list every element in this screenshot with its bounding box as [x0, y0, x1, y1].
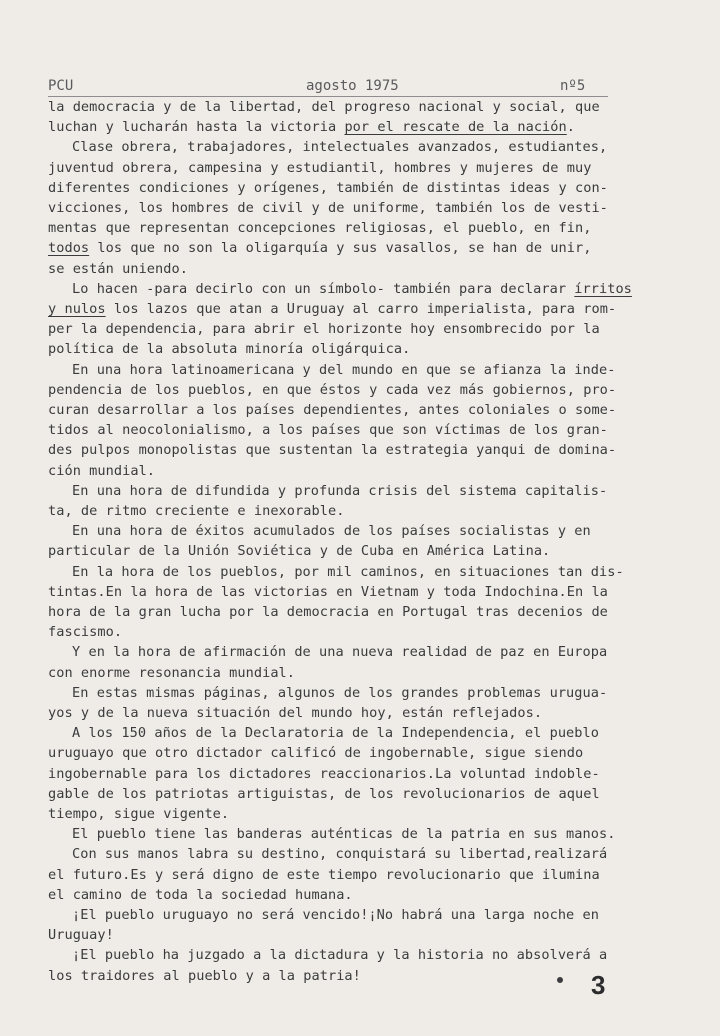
text-line — [48, 784, 600, 805]
text-run: Y en la hora de afirmación de una nueva realidad de paz en Europa — [72, 644, 608, 661]
text-run: En una hora de éxitos acumulados de los países socialistas y en — [72, 523, 591, 540]
underlined-text: todos — [48, 240, 90, 257]
text-run: Uruguay! — [48, 927, 114, 944]
text-line — [48, 602, 608, 623]
underlined-text: por el rescate de la nación — [344, 119, 567, 136]
text-line — [48, 218, 591, 239]
text-run: diferentes condiciones y orígenes, también de distintas ideas y con- — [48, 179, 608, 196]
text-line — [72, 137, 607, 158]
text-line — [48, 158, 591, 179]
text-run: se están uniendo. — [48, 260, 188, 277]
text-run: vicciones, los hombres de civil y de uniforme, también los de vesti- — [48, 200, 608, 216]
text-run: yos y de la nueva situación del mundo hoy, están reflejados. — [48, 705, 543, 721]
text-line — [48, 440, 616, 461]
text-line — [48, 925, 114, 946]
text-run: . — [566, 119, 575, 136]
text-run: el futuro.Es y será digno de este tiempo revolucionario que ilumina — [48, 866, 600, 883]
text-run: Lo hacen -para decirlo con un símbolo- también para declarar — [72, 280, 575, 297]
text-run: gable de los patriotas artiguistas, de los revolucionarios de aquel — [48, 785, 600, 802]
text-line — [48, 663, 295, 684]
page-number: 3 — [591, 970, 606, 1000]
text-run: luchan y lucharán hasta la victoria — [48, 119, 345, 136]
text-run: fascismo. — [48, 624, 123, 641]
text-run: En estas mismas páginas, algunos de los grandes problemas urugua- — [72, 684, 608, 701]
text-line — [72, 521, 591, 542]
text-line — [48, 582, 608, 603]
text-run: ta, de ritmo creciente e inexorable. — [48, 503, 345, 519]
text-run: ¡El pueblo ha juzgado a la dictadura y la historia no absolverá a — [72, 947, 608, 964]
text-run: tintas.En la hora de las victorias en Vietnam y toda Indochina.En la — [48, 583, 608, 600]
text-line — [72, 683, 607, 704]
text-line — [48, 238, 591, 259]
underlined-text: y nulos — [48, 301, 106, 317]
text-line — [72, 360, 615, 381]
text-line — [48, 703, 542, 724]
text-line — [48, 501, 344, 522]
text-line — [48, 259, 188, 280]
text-line — [72, 562, 624, 583]
text-line — [72, 642, 607, 663]
text-line — [48, 420, 608, 441]
text-line — [48, 541, 550, 562]
text-line — [48, 299, 616, 320]
text-line — [48, 400, 616, 421]
text-line — [48, 622, 122, 643]
text-run: En una hora latinoamericana y del mundo en que se afianza la inde- — [72, 361, 616, 378]
text-run: particular de la Unión Soviética y de Cuba en América Latina. — [48, 543, 551, 560]
text-line — [72, 481, 607, 502]
bullet-mark — [557, 977, 563, 983]
text-run: En una hora de difundida y profunda crisis del sistema capitalis- — [72, 482, 608, 499]
header-date: agosto 1975 — [306, 78, 399, 94]
text-run: tiempo, sigue vigente. — [48, 806, 230, 822]
text-line — [48, 966, 361, 987]
text-line — [72, 279, 632, 300]
text-run: En la hora de los pueblos, por mil caminos, en situaciones tan dis- — [72, 563, 624, 580]
text-line — [72, 824, 615, 845]
text-run: la democracia y de la libertad, del progreso nacional y social, que — [48, 99, 600, 115]
text-run: política de la absoluta minoría oligárquica. — [48, 341, 411, 358]
text-line — [48, 743, 583, 764]
text-line — [48, 461, 155, 482]
text-run: los que no son la oligarquía y sus vasallos, se han de unir, — [89, 240, 592, 257]
running-header — [48, 78, 608, 98]
text-line — [48, 117, 575, 138]
header-issue-number: nº5 — [560, 78, 586, 94]
text-run: tidos al neocolonialismo, a los países que son víctimas de los gran- — [48, 422, 608, 439]
text-line — [48, 198, 608, 219]
text-run: el camino de toda la sociedad humana. — [48, 886, 353, 903]
header-publication: PCU — [48, 78, 74, 94]
text-line — [48, 319, 600, 340]
underlined-text: írritos — [574, 280, 632, 297]
text-line — [72, 723, 599, 744]
text-line — [48, 339, 410, 360]
text-line — [48, 865, 600, 886]
text-line — [48, 97, 600, 118]
text-line — [72, 844, 607, 865]
text-run: juventud obrera, campesina y estudiantil, hombres y mujeres de muy — [48, 159, 592, 176]
text-run: los traidores al pueblo y a la patria! — [48, 967, 361, 984]
text-run: ingobernable para los dictadores reaccionarios.La voluntad indoble- — [48, 765, 600, 782]
text-run: los lazos que atan a Uruguay al carro imperialista, para rom- — [105, 301, 617, 317]
text-line — [72, 945, 607, 966]
text-run: ción mundial. — [48, 462, 156, 479]
text-run: mentas que representan concepciones religiosas, el pueblo, en fin, — [48, 220, 592, 237]
text-run: hora de la gran lucha por la democracia en Portugal tras decenios de — [48, 604, 608, 620]
text-run: El pueblo tiene las banderas auténticas de la patria en sus manos. — [72, 826, 616, 843]
text-run: uruguayo que otro dictador calificó de ingobernable, sigue siendo — [48, 745, 584, 762]
text-run: A los 150 años de la Declaratoria de la Independencia, el pueblo — [72, 725, 599, 742]
text-line — [72, 905, 599, 926]
text-run: Con sus manos labra su destino, conquistará su libertad,realizará — [72, 846, 608, 863]
text-run: pendencia de los pueblos, en que éstos y cada vez más gobiernos, pro- — [48, 381, 617, 398]
text-run: ¡El pueblo uruguayo no será vencido!¡No habrá una larga noche en — [72, 907, 599, 923]
text-run: Clase obrera, trabajadores, intelectuales avanzados, estudiantes, — [72, 139, 608, 156]
text-line — [48, 764, 600, 785]
text-run: per la dependencia, para abrir el horizonte hoy ensombrecido por la — [48, 321, 600, 338]
text-run: curan desarrollar a los países dependientes, antes coloniales o some- — [48, 402, 617, 418]
text-line — [48, 178, 608, 199]
text-line — [48, 380, 616, 401]
text-line — [48, 804, 229, 825]
text-run: con enorme resonancia mundial. — [48, 664, 296, 681]
text-run: des pulpos monopolistas que sustentan la estrategia yanqui de domina- — [48, 442, 617, 459]
text-line — [48, 885, 353, 906]
